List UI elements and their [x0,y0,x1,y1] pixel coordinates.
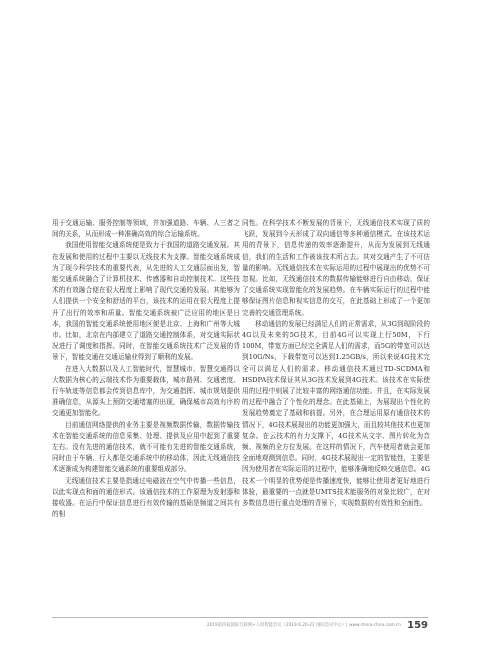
paragraph: 目前通信网络提供的业务主要是视频数据传输，数据传输技术在智能交通系统的信息采集、处理、提供及应用中起到了重要左右。没有先进的通信技术，就不可能有先进的智能交通系统，同时由于车辆、行人都是交通系统中的移动体，因此无线通信技术逐渐成为构建智能交通系统的重要组成部分。 [52,420,240,474]
paragraph: 用于交通运输、服务控制等领域，并加强道路、车辆、人三者之间的关系，从而形成一种准确高效的综合运输系统。 [52,219,240,239]
left-text-column [52,218,240,520]
paragraph: 同性。在科学技术不断发展的背景下，无线通信技术实现了质的飞跃，发展到今天形成了双向通信等多种通信模式。在该技术运用的背景下，信息传递的效率逐渐提升，从而为发展到无线通信，我们的生活和工作被该技术所占去。其对交通产生了不可估量的影响。无线通信技术在实际运用的过程中展现出的优势不可忽视。比如，无线通信技术的数据传输能够进行自由移动，保证了交通系统实现智能化的发展趋势。在车辆实际运行的过程中能够保证图片信息和视实信息的交互，在此基础上形成了一个更加完善的交通管理系统。 [242,219,430,317]
right-text-column [242,218,430,509]
paragraph: 移动通信的发展已经满足人们的正常需求，从3G到现阶段的4G以及未来的5G技术，目前4G可以实现上行50M，下行100M，带宽方面已经完全满足人们的需求，而5G的带宽可以达到10G/Ns，下载带宽可以达到1.25GB/s，所以来说4G技术完全可以满足人们的需求。移动通信技术通过TD-SCDMA和HSDPA技术保证其从3G技术发展到4G技术。该技术在实际使用的过程中则展了比较丰富的网络通信功能。并且，在实际发展的过程中融合了个性化的理念。在此基础上，为展现出个性化的发展趋势奠定了基础和前提。另外，在合理运用原有通信技术的情况下，4G技术展现出的功能更加强大，而且较其他技术也更加复杂。在云技术的有力支撑下，4G技术从文字、图片转化为音频、视频的全方位发展。在这样的情况下，汽车使用者就会更加全面地观测到信息。同时，4G技术展现出一定的智能性，主要是因为使用者在实际运用的过程中，能够准确地反映交通信息。4G技术一个明显的优势便是传播速度快，能够让使用者更好地进行体验，最重要的一点就是UMTS技术能服务的对象比较广，在对多数信息进行重点处理的背景下，实现数据的有效性和全面性。 [242,319,430,508]
paragraph: 在进入大数据以及人工智能时代，智慧城市、智慧交通得以大数据为核心的云端技术作为重要载体，城市路网、交通密度、行车轨迹等信息都会传到信息库中，为交通指挥、城市规划提供准确信息，从源头上预防交通堵塞的出现，确保城市高效有序的交通更加智能化。 [52,364,240,418]
page-footer [52,618,428,632]
footer-meta: 2019第四届国际互联网+人机智能会议（2019.6.20-22 国际会议中心）| www.china-chna.com.cn [206,623,402,628]
paragraph: 无线通信技术主要是指通过电磁波在空气中传播一些信息，以此实现点和面的通信形式。该通信技术的工作原理为发射器和接收器。在运行中保证信息进行有效传输的基础是频道之间共有的相 [52,476,240,519]
page-number: 159 [407,619,428,631]
paragraph: 我国使用智能交通系统便是致力于我国的道路交通发展。其在发展和使用的过程中主要以无线技术为支撑。智能交通系统成为了现今科学技术的重要代表，从先进的人工交通层面出发，智能交通系统融合了计算机技术、传感器和自动控制技术。这些技术的有效融合便在很大程度上影响了现代交通的发展。其能够为人们提供一个安全和舒适的平台，该技术的运用在很大程度上提升了出行的效率和质量。智能交通系统被广泛应用的地区是日本，我国的智能交通系统使用地区便是北京、上海和广州等大城市。比如，北京在内部建立了道路交通控制体系，对交通实际状况进行了调度和指挥。同时，在智能交通系统技术广泛发展的背景下，智能交通在交通运输业得到了顺利的发展。 [52,241,240,362]
